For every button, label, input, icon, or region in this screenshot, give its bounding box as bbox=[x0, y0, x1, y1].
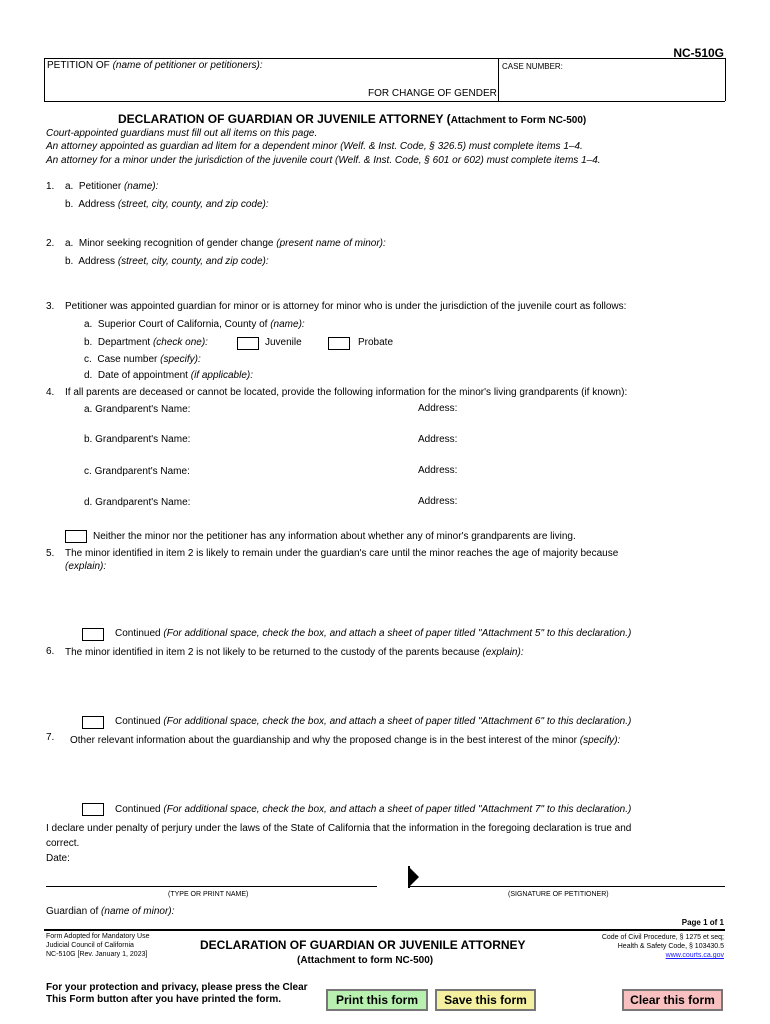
grandparent-c-name: c. Grandparent's Name: bbox=[84, 466, 190, 477]
item-3c: c. Case number (specify): bbox=[84, 354, 201, 365]
name-line bbox=[46, 886, 377, 887]
declaration-line-2: correct. bbox=[46, 838, 80, 849]
grandparent-a-name: a. Grandparent's Name: bbox=[84, 404, 191, 415]
juvenile-label: Juvenile bbox=[265, 337, 302, 348]
case-number-label: CASE NUMBER: bbox=[502, 62, 563, 71]
item-5-continued: Continued (For additional space, check the box, and attach a sheet of paper titled "Attachment 5" to this declaration.) bbox=[115, 628, 632, 639]
footer-right-2: Health & Safety Code, § 103430.5 bbox=[617, 943, 724, 950]
guardian-of-label: Guardian of (name of minor): bbox=[46, 906, 175, 917]
courts-link[interactable]: www.courts.ca.gov bbox=[665, 952, 724, 959]
juvenile-checkbox[interactable] bbox=[237, 337, 259, 350]
item-5-hint: (explain): bbox=[65, 561, 107, 572]
save-form-button[interactable]: Save this form bbox=[435, 989, 536, 1011]
instruction-1: Court-appointed guardians must fill out all items on this page. bbox=[46, 128, 318, 139]
footer-left-3: NC-510G [Rev. January 1, 2023] bbox=[46, 951, 148, 958]
print-form-button[interactable]: Print this form bbox=[326, 989, 428, 1011]
item-5-number: 5. bbox=[46, 548, 55, 559]
item-2b: b. Address (street, city, county, and zip code): bbox=[65, 256, 269, 267]
grandparent-d-address: Address: bbox=[418, 496, 458, 507]
footer-right-1: Code of Civil Procedure, § 1275 et seq; bbox=[601, 934, 724, 941]
footer-title: DECLARATION OF GUARDIAN OR JUVENILE ATTORNEY bbox=[200, 938, 526, 952]
footer-subtitle: (Attachment to form NC-500) bbox=[297, 955, 434, 966]
no-grandparent-info-text: Neither the minor nor the petitioner has any information about whether any of minor's grandparents are living. bbox=[93, 531, 576, 542]
item-4-text: If all parents are deceased or cannot be located, provide the following information for the minor's living grandparents (if known): bbox=[65, 387, 628, 398]
no-grandparent-info-checkbox[interactable] bbox=[65, 530, 87, 543]
item-3d: d. Date of appointment (if applicable): bbox=[84, 370, 254, 381]
item-7-continued: Continued (For additional space, check the box, and attach a sheet of paper titled "Attachment 7" to this declaration.) bbox=[115, 804, 632, 815]
grandparent-d-name: d. Grandparent's Name: bbox=[84, 497, 191, 508]
signature-arrow-icon bbox=[408, 866, 420, 893]
signature-label: (SIGNATURE OF PETITIONER) bbox=[508, 891, 609, 898]
footer-left-1: Form Adopted for Mandatory Use bbox=[46, 933, 150, 940]
item-5-text: The minor identified in item 2 is likely to remain under the guardian's care until the minor reaches the age of majority because bbox=[65, 548, 619, 559]
item-6-continued: Continued (For additional space, check the box, and attach a sheet of paper titled "Attachment 6" to this declaration.) bbox=[115, 716, 632, 727]
privacy-note-2: This Form button after you have printed the form. bbox=[46, 994, 282, 1005]
declaration-line-1: I declare under penalty of perjury under the laws of the State of California that the information in the foregoing declaration is true and bbox=[46, 823, 632, 834]
footer-left-2: Judicial Council of California bbox=[46, 942, 134, 949]
item-5-continued-checkbox[interactable] bbox=[82, 628, 104, 641]
page-number: Page 1 of 1 bbox=[681, 918, 724, 927]
item-7-number: 7. bbox=[46, 732, 55, 743]
privacy-note-1: For your protection and privacy, please press the Clear bbox=[46, 982, 308, 993]
grandparent-b-name: b. Grandparent's Name: bbox=[84, 434, 191, 445]
probate-label: Probate bbox=[358, 337, 394, 348]
item-6-continued-checkbox[interactable] bbox=[82, 716, 104, 729]
type-name-label: (TYPE OR PRINT NAME) bbox=[168, 891, 249, 898]
item-7-continued-checkbox[interactable] bbox=[82, 803, 104, 816]
footer-rule bbox=[44, 929, 725, 931]
item-7-text: Other relevant information about the guardianship and why the proposed change is in the best interest of the minor (specify): bbox=[70, 735, 621, 746]
instruction-3: An attorney for a minor under the jurisdiction of the juvenile court (Welf. & Inst. Code, § 601 or 602) must complete items 1–4. bbox=[46, 155, 601, 166]
item-2a: a. Minor seeking recognition of gender change (present name of minor): bbox=[65, 238, 386, 249]
item-2-number: 2. bbox=[46, 238, 55, 249]
item-6-text: The minor identified in item 2 is not likely to be returned to the custody of the parents because (explain): bbox=[65, 647, 524, 658]
item-4-number: 4. bbox=[46, 387, 55, 398]
clear-form-button[interactable]: Clear this form bbox=[622, 989, 723, 1011]
form-title: DECLARATION OF GUARDIAN OR JUVENILE ATTORNEY (Attachment to Form NC-500) bbox=[118, 112, 587, 126]
item-1-number: 1. bbox=[46, 181, 55, 192]
form-id: NC-510G bbox=[673, 46, 724, 60]
item-3a: a. Superior Court of California, County of (name): bbox=[84, 319, 305, 330]
grandparent-a-address: Address: bbox=[418, 403, 458, 414]
item-6-number: 6. bbox=[46, 646, 55, 657]
signature-line bbox=[408, 886, 725, 887]
item-1a: a. Petitioner (name): bbox=[65, 181, 159, 192]
petition-label: PETITION OF (name of petitioner or petitioners): bbox=[47, 60, 263, 71]
date-label: Date: bbox=[46, 853, 70, 864]
instruction-2: An attorney appointed as guardian ad litem for a dependent minor (Welf. & Inst. Code, § 326.5) must complete items 1–4. bbox=[46, 141, 583, 152]
for-change-of-gender: FOR CHANGE OF GENDER bbox=[368, 88, 497, 99]
grandparent-c-address: Address: bbox=[418, 465, 458, 476]
probate-checkbox[interactable] bbox=[328, 337, 350, 350]
item-1b: b. Address (street, city, county, and zip code): bbox=[65, 199, 269, 210]
item-3b: b. Department (check one): bbox=[84, 337, 208, 348]
grandparent-b-address: Address: bbox=[418, 434, 458, 445]
item-3-text: Petitioner was appointed guardian for minor or is attorney for minor who is under the jurisdiction of the juvenile court as follows: bbox=[65, 301, 627, 312]
item-3-number: 3. bbox=[46, 301, 55, 312]
